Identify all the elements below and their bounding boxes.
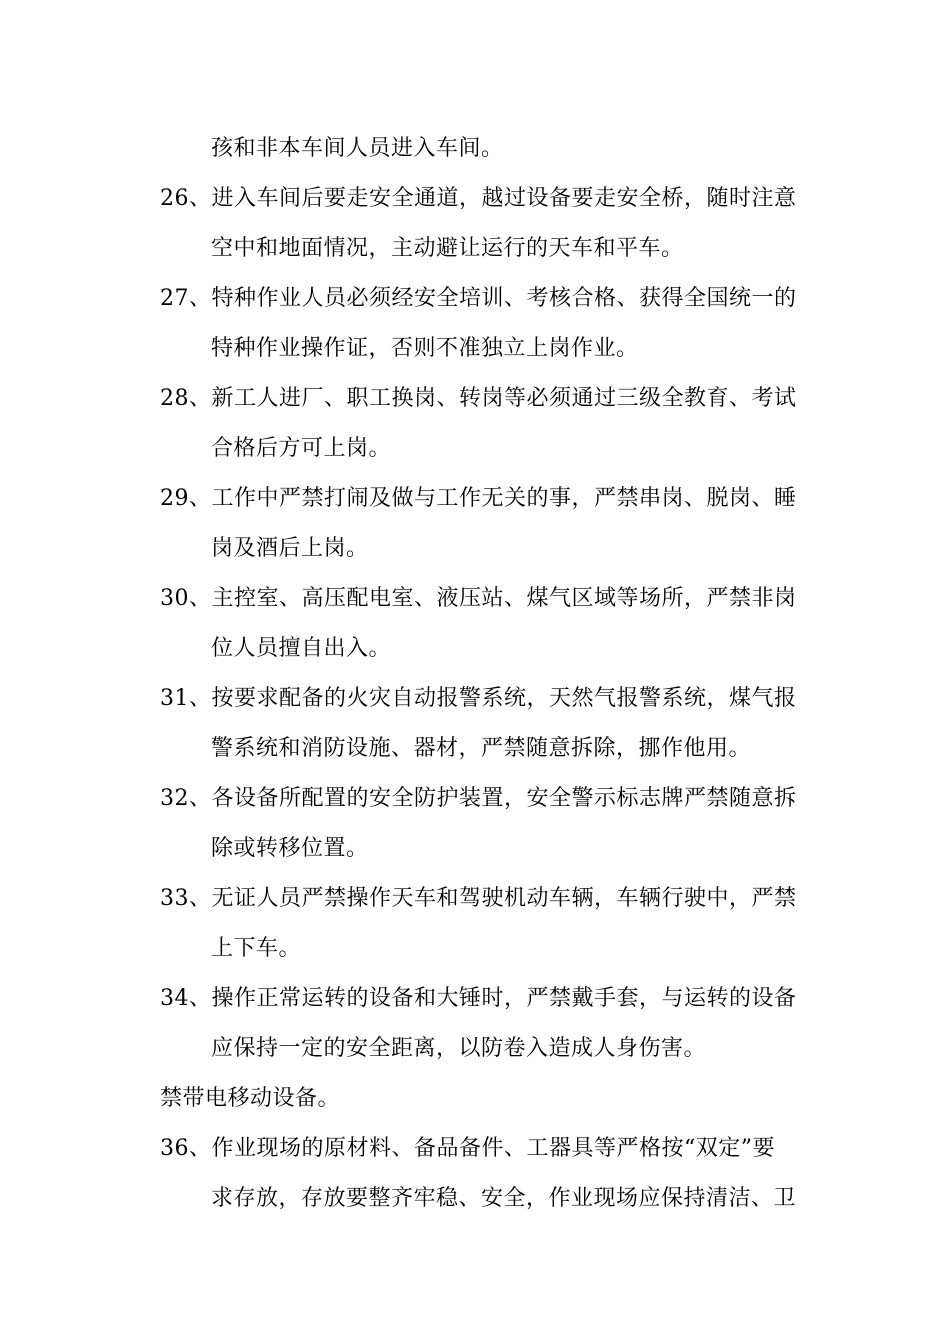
text-line: 28、新工人进厂、职工换岗、转岗等必须通过三级全教育、考试 [160,386,797,411]
text-line: 岗及酒后上岗。 [211,536,369,561]
text-line: 29、工作中严禁打闹及做与工作无关的事，严禁串岗、脱岗、睡 [160,486,797,511]
text-line: 33、无证人员严禁操作天车和驾驶机动车辆，车辆行驶中，严禁 [160,886,797,911]
text-line: 除或转移位置。 [211,836,369,861]
text-line: 27、特种作业人员必须经安全培训、考核合格、获得全国统一的 [160,286,797,311]
text-line: 30、主控室、高压配电室、液压站、煤气区域等场所，严禁非岗 [160,586,797,611]
text-line: 求存放，存放要整齐牢稳、安全，作业现场应保持清洁、卫 [211,1186,797,1211]
text-line: 31、按要求配备的火灾自动报警系统，天然气报警系统，煤气报 [160,686,797,711]
text-line: 禁带电移动设备。 [160,1086,341,1111]
text-line: 合格后方可上岗。 [211,436,392,461]
text-line: 警系统和消防设施、器材，严禁随意拆除，挪作他用。 [211,736,752,761]
text-line: 应保持一定的安全距离，以防卷入造成人身伤害。 [211,1036,707,1061]
text-line: 34、操作正常运转的设备和大锤时，严禁戴手套，与运转的设备 [160,986,797,1011]
text-line: 特种作业操作证，否则不准独立上岗作业。 [211,336,639,361]
text-line: 位人员擅自出入。 [211,636,392,661]
text-line: 36、作业现场的原材料、备品备件、工器具等严格按“双定”要 [160,1136,775,1161]
text-line: 32、各设备所配置的安全防护装置，安全警示标志牌严禁随意拆 [160,786,797,811]
text-line: 上下车。 [211,936,302,961]
text-line: 孩和非本车间人员进入车间。 [211,136,504,161]
text-line: 空中和地面情况，主动避让运行的天车和平车。 [211,236,684,261]
text-line: 26、进入车间后要走安全通道，越过设备要走安全桥，随时注意 [160,186,797,211]
